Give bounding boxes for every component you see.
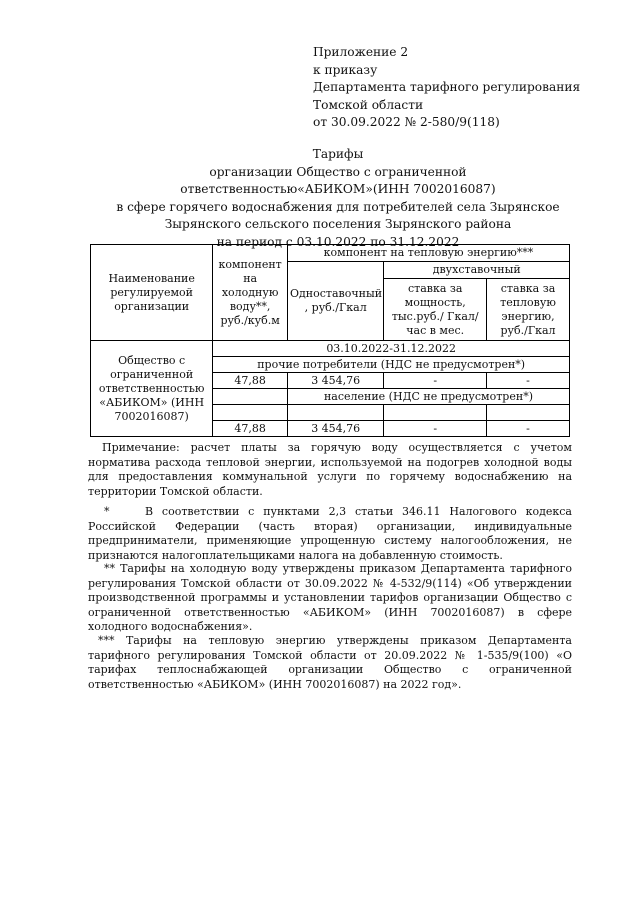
cell-empty (287, 405, 383, 421)
attachment-department: Департамента тарифного регулирования (313, 80, 581, 95)
cell-energy-rate-other: - (487, 373, 570, 389)
note-vat-text: * В соответствии с пунктами 2,3 статьи 346.11 Налогового кодекса Российской Федерации (часть вторая) организации, индивидуальные предприниматели, применяющие упрощенную систему налогообложения, не признаются налогоплательщиками налога на добавленную стоимость. (88, 505, 572, 562)
cell-organization: Общество с ограниченной ответственностью «АБИКОМ» (ИНН 7002016087) (91, 341, 213, 437)
title-org-line2: ответственностью«АБИКОМ»(ИНН 7002016087) (180, 182, 496, 197)
note-remark (88, 441, 572, 499)
cell-single-rate-population: 3 454,76 (287, 421, 383, 437)
title-scope: в сфере горячего водоснабжения для потребителей села Зырянское (116, 199, 560, 214)
cell-empty (487, 405, 570, 421)
cell-cold-water-other: 47,88 (213, 373, 288, 389)
cell-empty (213, 389, 288, 405)
cell-period: 03.10.2022-31.12.2022 (213, 341, 570, 357)
attachment-order-ref: к приказу (313, 62, 378, 77)
cell-cold-water-population: 47,88 (213, 421, 288, 437)
cell-capacity-rate-population: - (384, 421, 487, 437)
cell-single-rate-other: 3 454,76 (287, 373, 383, 389)
group-other-consumers-label: прочие потребители (НДС не предусмотрен*) (213, 357, 570, 373)
header-two-rate: двухставочный (384, 262, 570, 279)
note-heat-energy (88, 634, 572, 692)
attachment-number: Приложение 2 (313, 45, 409, 59)
group-population-label: население (НДС не предусмотрен*) (287, 389, 569, 405)
document-title (60, 146, 616, 252)
tariff-table (90, 244, 570, 437)
title-org-line1: организации Общество с ограниченной (209, 164, 467, 179)
note-heat-energy-text: *** Тарифы на тепловую энергию утверждены приказом Департамента тарифного регулирования Томской области от 20.09.2022 № 1-535/9(100) «О тарифах теплоснабжающей организации Общество с ограниченной ответственностью «АБИКОМ» (ИНН 7002016087) на 2022 год». (88, 634, 572, 691)
note-vat (88, 505, 572, 563)
cell-energy-rate-population: - (487, 421, 570, 437)
cell-empty (213, 405, 288, 421)
attachment-block (313, 44, 580, 132)
header-energy-rate: ставка за тепловую энергию, руб./Гкал (487, 279, 570, 341)
title-settlement: Зырянского сельского поселения Зырянского района (164, 217, 512, 232)
note-cold-water-text: ** Тарифы на холодную воду утверждены приказом Департамента тарифного регулирования Томской области от 30.09.2022 № 4-532/9(114) «Об утверждении производственной программы и установлении тарифов организации Общество с ограниченной ответственностью «АБИКОМ» (ИНН 7002016087) в сфере холодного водоснабжения». (88, 562, 572, 634)
header-single-rate: Одноставочный , руб./Гкал (287, 262, 383, 341)
cell-capacity-rate-other: - (384, 373, 487, 389)
attachment-order-date: от 30.09.2022 № 2-580/9(118) (313, 115, 500, 130)
header-capacity-rate: ставка за мощность, тыс.руб./ Гкал/час в мес. (384, 279, 487, 341)
note-cold-water (88, 562, 572, 635)
attachment-region: Томской области (313, 97, 424, 112)
note-remark-text: Примечание: расчет платы за горячую воду осуществляется с учетом норматива расхода тепловой энергии, используемой на подогрев холодной воды для предоставления коммунальной услуги по горячему водоснабжению на территории Томской области. (88, 441, 572, 498)
header-cold-water: компонент на холодную воду**, руб./куб.м (213, 245, 288, 341)
cell-empty (384, 405, 487, 421)
header-heat-energy: компонент на тепловую энергию*** (287, 245, 569, 262)
header-org-name: Наименование регулируемой организации (91, 245, 213, 341)
title-heading: Тарифы (312, 147, 364, 161)
title-period: на период с 03.10.2022 по 31.12.2022 (216, 234, 460, 249)
